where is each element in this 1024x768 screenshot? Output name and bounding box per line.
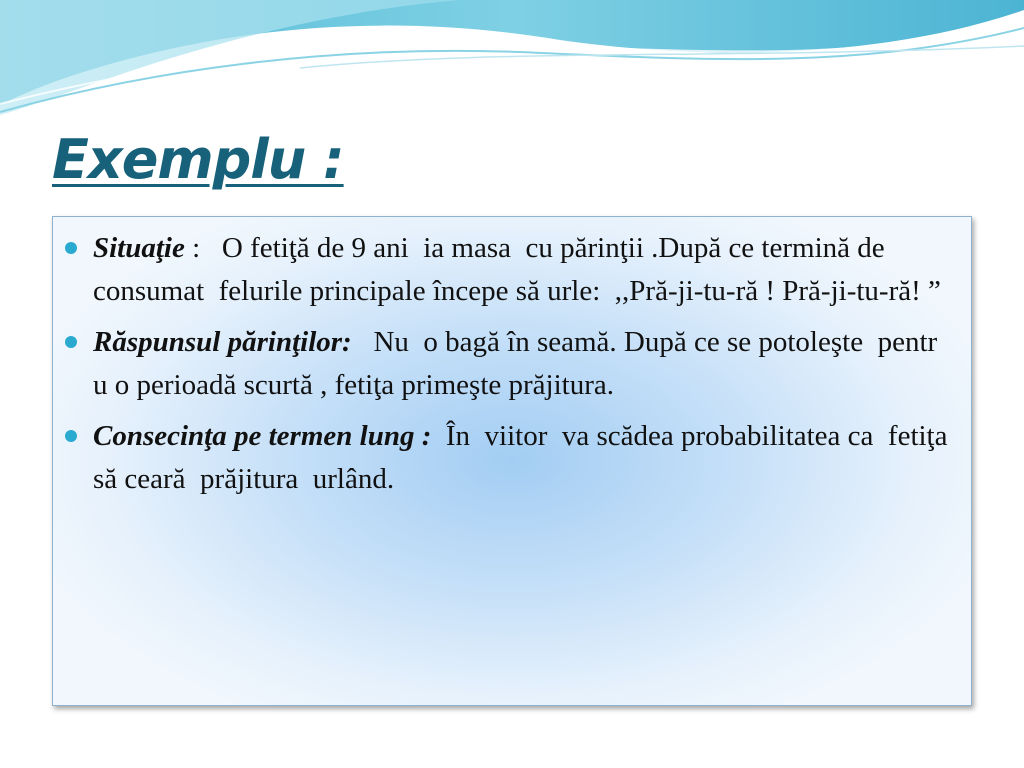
bullet-marker-icon (65, 242, 77, 254)
content-box (52, 216, 972, 706)
bullet-marker-icon (65, 336, 77, 348)
bullet-list (53, 217, 971, 501)
bullet-situation (93, 227, 957, 313)
bullet-label: Consecinţa pe termen lung : (93, 420, 432, 452)
bullet-marker-icon (65, 430, 77, 442)
bullet-text: Nu o bagă în seamă. După ce se potoleşte pentr u o perioadă scurtă , fetiţa primeşte prăjitura. (93, 326, 945, 401)
bullet-label: Situaţie (93, 232, 185, 264)
slide-title: Exemplu : (52, 128, 344, 191)
bullet-text: : O fetiţă de 9 ani ia masa cu părinţii .După ce termină de consumat felurile principale începe să urle: ,,Pră-ji-tu-ră ! Pră-ji-tu-ră! ” (93, 232, 941, 307)
bullet-long-term-consequence (93, 415, 957, 501)
bullet-text: În viitor va scădea probabilitatea ca fetiţa să ceară prăjitura urlând. (93, 420, 955, 495)
bullet-parents-response (93, 321, 957, 407)
bullet-label: Răspunsul părinţilor: (93, 326, 352, 358)
